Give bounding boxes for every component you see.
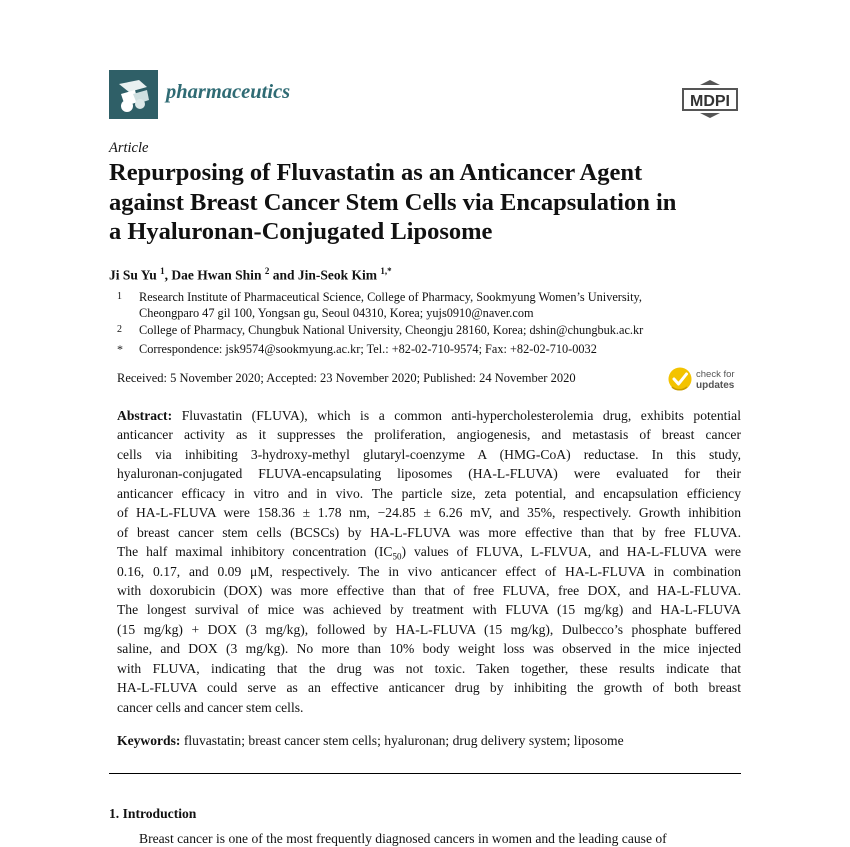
title-line: against Breast Cancer Stem Cells via Encapsulation in [109, 188, 677, 216]
body-text-line: Breast cancer is one of the most frequently diagnosed cancers in women and the leading cause of [139, 831, 667, 846]
abstract-line: 0.16, 0.17, and 0.09 μM, respectively. The in vivo anticancer effect of HA-L-FLUVA in combination [117, 563, 741, 579]
publication-dates: Received: 5 November 2020; Accepted: 23 November 2020; Published: 24 November 2020 [117, 371, 576, 385]
abstract-label: Abstract: [117, 408, 173, 423]
keywords-text: fluvastatin; breast cancer stem cells; hyaluronan; drug delivery system; liposome [183, 733, 624, 748]
affiliation-mark: * [117, 342, 123, 356]
article-type: Article [109, 140, 149, 156]
author-name[interactable]: Dae Hwan Shin [171, 267, 262, 283]
author-affiliation-sup: 1,* [380, 266, 392, 276]
updates-text: updates [696, 380, 735, 391]
abstract-line: of HA-L-FLUVA were 158.36 ± 1.78 nm, −24.85 ± 6.26 mV, and 35%, respectively. Growth inhibition [117, 505, 741, 521]
title-line: Repurposing of Fluvastatin as an Anticancer Agent [109, 159, 643, 186]
abstract-text: Fluvastatin (FLUVA), which is a common anti-hypercholesterolemia drug, exhibits potential [181, 408, 741, 423]
section-heading: 1. Introduction [109, 806, 197, 821]
affiliation-mark: 2 [117, 324, 122, 335]
abstract-line [117, 406, 741, 425]
author-list [109, 266, 392, 284]
abstract-text: The half maximal inhibitory concentration (IC [117, 544, 393, 560]
keywords [117, 733, 624, 749]
abstract-line: with FLUVA, indicating that the drug was not toxic. Taken together, these results indicate that [117, 660, 741, 676]
abstract-line: hyaluronan-conjugated FLUVA-encapsulating liposomes (HA-L-FLUVA) were evaluated for their [117, 466, 741, 482]
abstract-line: of breast cancer stem cells (BCSCs) by HA-L-FLUVA was more effective than that by free FLUVA. [117, 524, 741, 540]
affiliation-text: Research Institute of Pharmaceutical Science, College of Pharmacy, Sookmyung Women’s University, [139, 290, 642, 304]
title-line: a Hyaluronan-Conjugated Liposome [109, 218, 493, 245]
abstract-line: saline, and DOX (3 mg/kg). No more than 10% body weight loss was observed in the mice injected [117, 641, 741, 657]
abstract-line: anticancer activity as it suppresses the proliferation, angiogenesis, and metastasis of breast cancer [117, 427, 741, 443]
author-affiliation-sup: 1 [160, 266, 165, 276]
author-separator: , [164, 267, 172, 283]
affiliation-text: College of Pharmacy, Chungbuk National University, Cheongju 28160, Korea; dshin@chungbuk.ac.kr [139, 323, 644, 337]
correspondence-text: Correspondence: jsk9574@sookmyung.ac.kr; Tel.: +82-02-710-9574; Fax: +82-02-710-0032 [139, 342, 597, 356]
abstract-line: cells via inhibiting 3-hydroxy-methyl glutaryl-coenzyme A (HMG-CoA) reductase. In this study, [117, 446, 741, 462]
abstract-line [117, 542, 741, 561]
keywords-label: Keywords: [117, 733, 181, 748]
ic50-subscript: 50 [392, 551, 402, 562]
abstract-line: HA-L-FLUVA could serve as an effective anticancer drug by inhibiting the growth of both breast [117, 680, 741, 696]
mdpi-logo[interactable] [680, 79, 740, 124]
section-divider [109, 773, 741, 774]
affiliation-mark: 1 [117, 291, 122, 302]
author-affiliation-sup: 2 [264, 266, 270, 276]
abstract-text: ) values of FLUVA, L-FLVUA, and HA-L-FLUVA were [401, 544, 741, 560]
journal-logo [109, 70, 158, 119]
journal-name[interactable]: pharmaceutics [166, 81, 291, 103]
abstract-line: anticancer efficacy in vitro and in vivo. The particle size, zeta potential, and encapsulation efficiency [117, 485, 741, 501]
abstract-line: The longest survival of mice was achieved by treatment with FLUVA (15 mg/kg) and HA-L-FLUVA [117, 602, 741, 618]
affiliation-text: Cheongparo 47 gil 100, Yongsan gu, Seoul 04310, Korea; yujs0910@naver.com [139, 306, 534, 320]
abstract-line: with doxorubicin (DOX) was more effective than that of free FLUVA, free DOX, and HA-L-FLUVA. [117, 582, 741, 598]
check-for-updates-badge[interactable] [667, 366, 743, 394]
abstract [117, 406, 741, 717]
mdpi-logo-text: MDPI [690, 93, 730, 110]
author-separator: and [269, 267, 298, 283]
author-name[interactable]: Jin-Seok Kim [297, 267, 377, 283]
author-name[interactable]: Ji Su Yu [109, 267, 157, 283]
abstract-line: (15 mg/kg) + DOX (3 mg/kg), followed by HA-L-FLUVA (15 mg/kg), Dulbecco’s phosphate buffered [117, 621, 741, 637]
abstract-line: cancer cells and cancer stem cells. [117, 699, 304, 715]
paper-title [109, 158, 759, 247]
check-for-text: check for [696, 369, 735, 380]
